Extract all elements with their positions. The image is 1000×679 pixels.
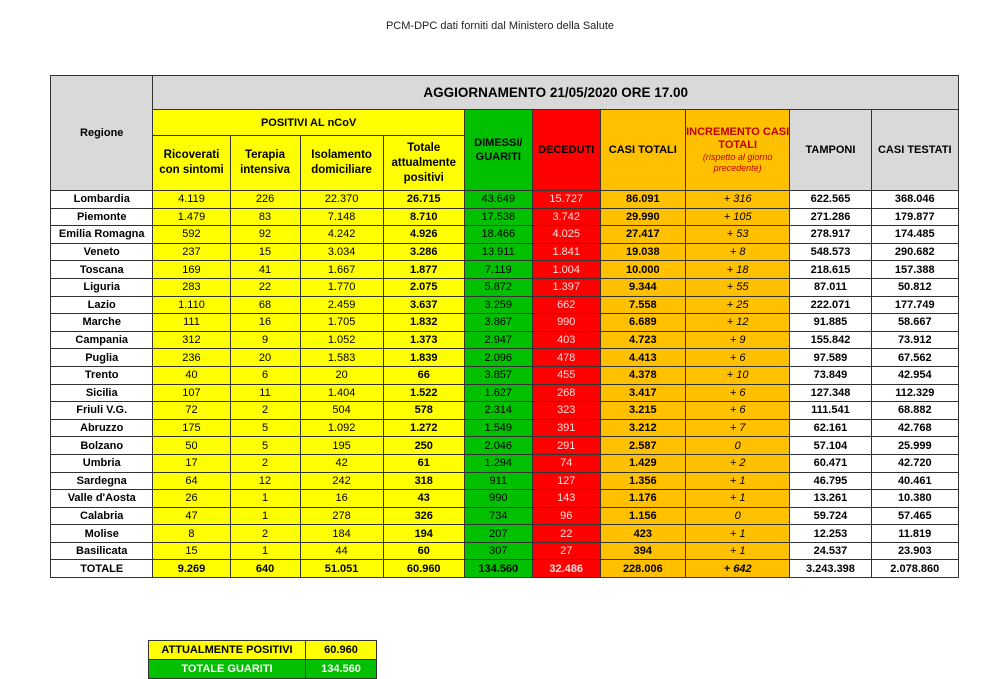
cell-ricoverati: 283 (153, 278, 230, 296)
cell-ricoverati: 111 (153, 314, 230, 332)
cell-regione: Emilia Romagna (51, 226, 153, 244)
cell-totale-positivi: 326 (383, 507, 464, 525)
cell-regione: Friuli V.G. (51, 402, 153, 420)
table-row (51, 507, 959, 525)
cell-deceduti: 1.004 (532, 261, 600, 279)
cell-tamponi: 222.071 (790, 296, 871, 314)
cell-casi-testati: 67.562 (871, 349, 958, 367)
cell-incremento: 0 (685, 437, 789, 455)
cell-tamponi: 59.724 (790, 507, 871, 525)
cell-totale-positivi: 3.637 (383, 296, 464, 314)
cell-incremento: + 642 (685, 560, 789, 578)
cell-deceduti: 3.742 (532, 208, 600, 226)
cell-tamponi: 622.565 (790, 191, 871, 209)
header-incremento-title: INCREMENTO CASI TOTALI (686, 126, 790, 151)
cell-incremento: + 8 (685, 243, 789, 261)
cell-terapia: 1 (230, 507, 300, 525)
cell-tamponi: 73.849 (790, 366, 871, 384)
cell-dimessi: 5.872 (464, 278, 532, 296)
cell-regione: Lazio (51, 296, 153, 314)
cell-terapia: 2 (230, 454, 300, 472)
cell-terapia: 68 (230, 296, 300, 314)
cell-casi-testati: 174.485 (871, 226, 958, 244)
table-row (51, 437, 959, 455)
cell-isolamento: 504 (300, 402, 383, 420)
cell-casi-totali: 7.558 (600, 296, 685, 314)
table-row (51, 278, 959, 296)
cell-dimessi: 13.911 (464, 243, 532, 261)
cell-dimessi: 2.096 (464, 349, 532, 367)
cell-deceduti: 478 (532, 349, 600, 367)
cell-tamponi: 91.885 (790, 314, 871, 332)
table-row (51, 349, 959, 367)
cell-ricoverati: 72 (153, 402, 230, 420)
cell-totale-positivi: 66 (383, 366, 464, 384)
cell-totale-positivi: 60.960 (383, 560, 464, 578)
cell-deceduti: 455 (532, 366, 600, 384)
cell-dimessi: 734 (464, 507, 532, 525)
cell-terapia: 12 (230, 472, 300, 490)
header-casi-totali: CASI TOTALI (600, 110, 685, 191)
cell-dimessi: 3.867 (464, 314, 532, 332)
cell-regione: Campania (51, 331, 153, 349)
cell-dimessi: 3.259 (464, 296, 532, 314)
cell-regione: Sardegna (51, 472, 153, 490)
cell-deceduti: 127 (532, 472, 600, 490)
cell-regione: Bolzano (51, 437, 153, 455)
cell-isolamento: 16 (300, 490, 383, 508)
table-row (51, 525, 959, 543)
cell-dimessi: 17.538 (464, 208, 532, 226)
cell-casi-testati: 42.954 (871, 366, 958, 384)
cell-terapia: 92 (230, 226, 300, 244)
cell-dimessi: 134.560 (464, 560, 532, 578)
cell-totale-positivi: 1.272 (383, 419, 464, 437)
cell-tamponi: 46.795 (790, 472, 871, 490)
cell-dimessi: 2.046 (464, 437, 532, 455)
cell-ricoverati: 15 (153, 542, 230, 560)
cell-incremento: + 6 (685, 402, 789, 420)
table-row (51, 191, 959, 209)
cell-tamponi: 62.161 (790, 419, 871, 437)
cell-deceduti: 268 (532, 384, 600, 402)
cell-incremento: + 53 (685, 226, 789, 244)
cell-tamponi: 60.471 (790, 454, 871, 472)
cell-totale-positivi: 318 (383, 472, 464, 490)
covid-regional-table (50, 75, 959, 578)
cell-totale-positivi: 1.832 (383, 314, 464, 332)
cell-casi-testati: 2.078.860 (871, 560, 958, 578)
cell-ricoverati: 4.119 (153, 191, 230, 209)
cell-isolamento: 1.404 (300, 384, 383, 402)
cell-regione: Toscana (51, 261, 153, 279)
cell-deceduti: 96 (532, 507, 600, 525)
cell-totale-positivi: 8.710 (383, 208, 464, 226)
cell-isolamento: 1.052 (300, 331, 383, 349)
cell-casi-totali: 86.091 (600, 191, 685, 209)
cell-tamponi: 127.348 (790, 384, 871, 402)
cell-casi-testati: 11.819 (871, 525, 958, 543)
table-row (51, 261, 959, 279)
cell-casi-testati: 50.812 (871, 278, 958, 296)
cell-ricoverati: 64 (153, 472, 230, 490)
cell-incremento: + 316 (685, 191, 789, 209)
cell-incremento: + 10 (685, 366, 789, 384)
cell-regione: Umbria (51, 454, 153, 472)
cell-casi-totali: 423 (600, 525, 685, 543)
cell-terapia: 1 (230, 542, 300, 560)
cell-ricoverati: 312 (153, 331, 230, 349)
cell-incremento: + 7 (685, 419, 789, 437)
cell-deceduti: 1.397 (532, 278, 600, 296)
cell-regione: Lombardia (51, 191, 153, 209)
table-body (51, 191, 959, 578)
cell-tamponi: 13.261 (790, 490, 871, 508)
cell-isolamento: 4.242 (300, 226, 383, 244)
header-dimessi: DIMESSI/ GUARITI (464, 110, 532, 191)
summary-positivi-value: 60.960 (306, 641, 377, 660)
cell-deceduti: 391 (532, 419, 600, 437)
cell-dimessi: 307 (464, 542, 532, 560)
header-incremento (685, 110, 789, 191)
cell-deceduti: 32.486 (532, 560, 600, 578)
cell-totale-positivi: 2.075 (383, 278, 464, 296)
table-row (51, 366, 959, 384)
cell-incremento: + 1 (685, 542, 789, 560)
cell-dimessi: 1.549 (464, 419, 532, 437)
cell-casi-totali: 1.156 (600, 507, 685, 525)
cell-ricoverati: 107 (153, 384, 230, 402)
cell-casi-testati: 42.768 (871, 419, 958, 437)
cell-regione: Piemonte (51, 208, 153, 226)
cell-ricoverati: 236 (153, 349, 230, 367)
cell-regione: Abruzzo (51, 419, 153, 437)
cell-terapia: 2 (230, 525, 300, 543)
cell-incremento: + 2 (685, 454, 789, 472)
cell-deceduti: 662 (532, 296, 600, 314)
cell-dimessi: 1.627 (464, 384, 532, 402)
cell-regione: TOTALE (51, 560, 153, 578)
cell-deceduti: 22 (532, 525, 600, 543)
cell-casi-totali: 19.038 (600, 243, 685, 261)
cell-regione: Veneto (51, 243, 153, 261)
cell-incremento: + 1 (685, 472, 789, 490)
cell-incremento: + 105 (685, 208, 789, 226)
cell-casi-totali: 9.344 (600, 278, 685, 296)
cell-isolamento: 22.370 (300, 191, 383, 209)
cell-terapia: 226 (230, 191, 300, 209)
cell-totale-positivi: 4.926 (383, 226, 464, 244)
header-ricoverati: Ricoverati con sintomi (153, 136, 230, 191)
cell-totale-positivi: 194 (383, 525, 464, 543)
cell-tamponi: 271.286 (790, 208, 871, 226)
cell-tamponi: 24.537 (790, 542, 871, 560)
cell-casi-testati: 112.329 (871, 384, 958, 402)
cell-dimessi: 43.649 (464, 191, 532, 209)
cell-deceduti: 27 (532, 542, 600, 560)
cell-casi-testati: 290.682 (871, 243, 958, 261)
cell-casi-testati: 58.667 (871, 314, 958, 332)
cell-incremento: 0 (685, 507, 789, 525)
cell-ricoverati: 175 (153, 419, 230, 437)
cell-isolamento: 1.583 (300, 349, 383, 367)
cell-isolamento: 3.034 (300, 243, 383, 261)
cell-dimessi: 2.947 (464, 331, 532, 349)
cell-tamponi: 218.615 (790, 261, 871, 279)
cell-ricoverati: 50 (153, 437, 230, 455)
cell-dimessi: 18.466 (464, 226, 532, 244)
cell-totale-positivi: 43 (383, 490, 464, 508)
cell-dimessi: 7.119 (464, 261, 532, 279)
cell-ricoverati: 1.110 (153, 296, 230, 314)
cell-terapia: 11 (230, 384, 300, 402)
cell-casi-testati: 23.903 (871, 542, 958, 560)
header-totale-positivi: Totale attualmente positivi (383, 136, 464, 191)
cell-ricoverati: 9.269 (153, 560, 230, 578)
cell-incremento: + 1 (685, 525, 789, 543)
cell-totale-positivi: 1.839 (383, 349, 464, 367)
cell-terapia: 22 (230, 278, 300, 296)
cell-totale-positivi: 1.522 (383, 384, 464, 402)
table-row (51, 490, 959, 508)
cell-casi-totali: 3.212 (600, 419, 685, 437)
cell-deceduti: 291 (532, 437, 600, 455)
cell-totale-positivi: 60 (383, 542, 464, 560)
cell-totale-positivi: 61 (383, 454, 464, 472)
cell-terapia: 9 (230, 331, 300, 349)
header-aggiornamento: AGGIORNAMENTO 21/05/2020 ORE 17.00 (153, 76, 959, 110)
cell-tamponi: 97.589 (790, 349, 871, 367)
cell-terapia: 640 (230, 560, 300, 578)
cell-regione: Valle d'Aosta (51, 490, 153, 508)
cell-casi-totali: 10.000 (600, 261, 685, 279)
cell-casi-testati: 25.999 (871, 437, 958, 455)
cell-casi-totali: 228.006 (600, 560, 685, 578)
cell-incremento: + 1 (685, 490, 789, 508)
summary-guariti-value: 134.560 (306, 660, 377, 679)
table-row (51, 243, 959, 261)
cell-isolamento: 242 (300, 472, 383, 490)
cell-isolamento: 1.705 (300, 314, 383, 332)
cell-regione: Puglia (51, 349, 153, 367)
cell-ricoverati: 40 (153, 366, 230, 384)
cell-casi-testati: 68.882 (871, 402, 958, 420)
cell-incremento: + 6 (685, 349, 789, 367)
cell-totale-positivi: 26.715 (383, 191, 464, 209)
cell-terapia: 83 (230, 208, 300, 226)
cell-dimessi: 1.294 (464, 454, 532, 472)
header-isolamento: Isolamento domiciliare (300, 136, 383, 191)
cell-isolamento: 184 (300, 525, 383, 543)
cell-tamponi: 12.253 (790, 525, 871, 543)
cell-casi-testati: 177.749 (871, 296, 958, 314)
cell-casi-testati: 42.720 (871, 454, 958, 472)
cell-casi-testati: 73.912 (871, 331, 958, 349)
cell-incremento: + 55 (685, 278, 789, 296)
cell-tamponi: 3.243.398 (790, 560, 871, 578)
cell-dimessi: 911 (464, 472, 532, 490)
cell-tamponi: 87.011 (790, 278, 871, 296)
cell-casi-testati: 368.046 (871, 191, 958, 209)
cell-ricoverati: 8 (153, 525, 230, 543)
cell-regione: Trento (51, 366, 153, 384)
table-row (51, 314, 959, 332)
cell-ricoverati: 1.479 (153, 208, 230, 226)
table-row (51, 208, 959, 226)
header-incremento-sub: (rispetto al giorno precedente) (702, 152, 773, 173)
table-row (51, 384, 959, 402)
cell-regione: Sicilia (51, 384, 153, 402)
cell-casi-totali: 3.417 (600, 384, 685, 402)
cell-deceduti: 323 (532, 402, 600, 420)
header-casi-testati: CASI TESTATI (871, 110, 958, 191)
cell-regione: Marche (51, 314, 153, 332)
cell-isolamento: 1.667 (300, 261, 383, 279)
cell-casi-totali: 394 (600, 542, 685, 560)
cell-casi-testati: 57.465 (871, 507, 958, 525)
cell-isolamento: 1.770 (300, 278, 383, 296)
cell-casi-totali: 29.990 (600, 208, 685, 226)
cell-incremento: + 18 (685, 261, 789, 279)
cell-casi-totali: 1.356 (600, 472, 685, 490)
cell-casi-totali: 2.587 (600, 437, 685, 455)
table-row (51, 402, 959, 420)
cell-regione: Basilicata (51, 542, 153, 560)
cell-casi-testati: 157.388 (871, 261, 958, 279)
cell-tamponi: 155.842 (790, 331, 871, 349)
cell-terapia: 16 (230, 314, 300, 332)
table-row (51, 331, 959, 349)
cell-terapia: 2 (230, 402, 300, 420)
cell-isolamento: 42 (300, 454, 383, 472)
cell-incremento: + 6 (685, 384, 789, 402)
cell-terapia: 5 (230, 437, 300, 455)
cell-terapia: 6 (230, 366, 300, 384)
header-tamponi: TAMPONI (790, 110, 871, 191)
summary-box (148, 640, 377, 679)
cell-regione: Molise (51, 525, 153, 543)
cell-isolamento: 278 (300, 507, 383, 525)
table-row (51, 226, 959, 244)
cell-casi-totali: 1.429 (600, 454, 685, 472)
cell-deceduti: 74 (532, 454, 600, 472)
cell-casi-totali: 1.176 (600, 490, 685, 508)
cell-isolamento: 51.051 (300, 560, 383, 578)
cell-totale-positivi: 578 (383, 402, 464, 420)
cell-deceduti: 403 (532, 331, 600, 349)
cell-deceduti: 990 (532, 314, 600, 332)
cell-terapia: 41 (230, 261, 300, 279)
cell-ricoverati: 26 (153, 490, 230, 508)
cell-regione: Calabria (51, 507, 153, 525)
table-row (51, 419, 959, 437)
header-deceduti: DECEDUTI (532, 110, 600, 191)
header-terapia: Terapia intensiva (230, 136, 300, 191)
cell-incremento: + 25 (685, 296, 789, 314)
cell-casi-testati: 40.461 (871, 472, 958, 490)
cell-regione: Liguria (51, 278, 153, 296)
cell-tamponi: 57.104 (790, 437, 871, 455)
cell-incremento: + 9 (685, 331, 789, 349)
cell-isolamento: 2.459 (300, 296, 383, 314)
cell-ricoverati: 47 (153, 507, 230, 525)
table-row (51, 472, 959, 490)
cell-totale-positivi: 1.373 (383, 331, 464, 349)
cell-ricoverati: 237 (153, 243, 230, 261)
cell-terapia: 20 (230, 349, 300, 367)
cell-tamponi: 278.917 (790, 226, 871, 244)
cell-totale-positivi: 3.286 (383, 243, 464, 261)
table-row (51, 542, 959, 560)
table-row (51, 454, 959, 472)
cell-totale-positivi: 1.877 (383, 261, 464, 279)
header-positivi-group: POSITIVI AL nCoV (153, 110, 464, 136)
table-row (51, 296, 959, 314)
cell-dimessi: 990 (464, 490, 532, 508)
cell-deceduti: 15.727 (532, 191, 600, 209)
cell-casi-totali: 27.417 (600, 226, 685, 244)
cell-isolamento: 195 (300, 437, 383, 455)
cell-isolamento: 1.092 (300, 419, 383, 437)
cell-terapia: 1 (230, 490, 300, 508)
cell-tamponi: 548.573 (790, 243, 871, 261)
cell-incremento: + 12 (685, 314, 789, 332)
summary-guariti-label: TOTALE GUARITI (149, 660, 306, 679)
cell-isolamento: 20 (300, 366, 383, 384)
total-row (51, 560, 959, 578)
cell-casi-testati: 179.877 (871, 208, 958, 226)
cell-terapia: 5 (230, 419, 300, 437)
summary-positivi-label: ATTUALMENTE POSITIVI (149, 641, 306, 660)
cell-casi-totali: 6.689 (600, 314, 685, 332)
cell-ricoverati: 592 (153, 226, 230, 244)
cell-isolamento: 7.148 (300, 208, 383, 226)
cell-dimessi: 3.857 (464, 366, 532, 384)
cell-tamponi: 111.541 (790, 402, 871, 420)
cell-deceduti: 4.025 (532, 226, 600, 244)
cell-ricoverati: 169 (153, 261, 230, 279)
cell-casi-totali: 4.378 (600, 366, 685, 384)
cell-casi-totali: 4.413 (600, 349, 685, 367)
header-regione: Regione (51, 76, 153, 191)
cell-casi-testati: 10.380 (871, 490, 958, 508)
cell-casi-totali: 3.215 (600, 402, 685, 420)
cell-totale-positivi: 250 (383, 437, 464, 455)
cell-casi-totali: 4.723 (600, 331, 685, 349)
cell-deceduti: 143 (532, 490, 600, 508)
source-caption: PCM-DPC dati forniti dal Ministero della Salute (385, 20, 615, 32)
cell-ricoverati: 17 (153, 454, 230, 472)
cell-dimessi: 2.314 (464, 402, 532, 420)
cell-dimessi: 207 (464, 525, 532, 543)
cell-deceduti: 1.841 (532, 243, 600, 261)
cell-isolamento: 44 (300, 542, 383, 560)
cell-terapia: 15 (230, 243, 300, 261)
